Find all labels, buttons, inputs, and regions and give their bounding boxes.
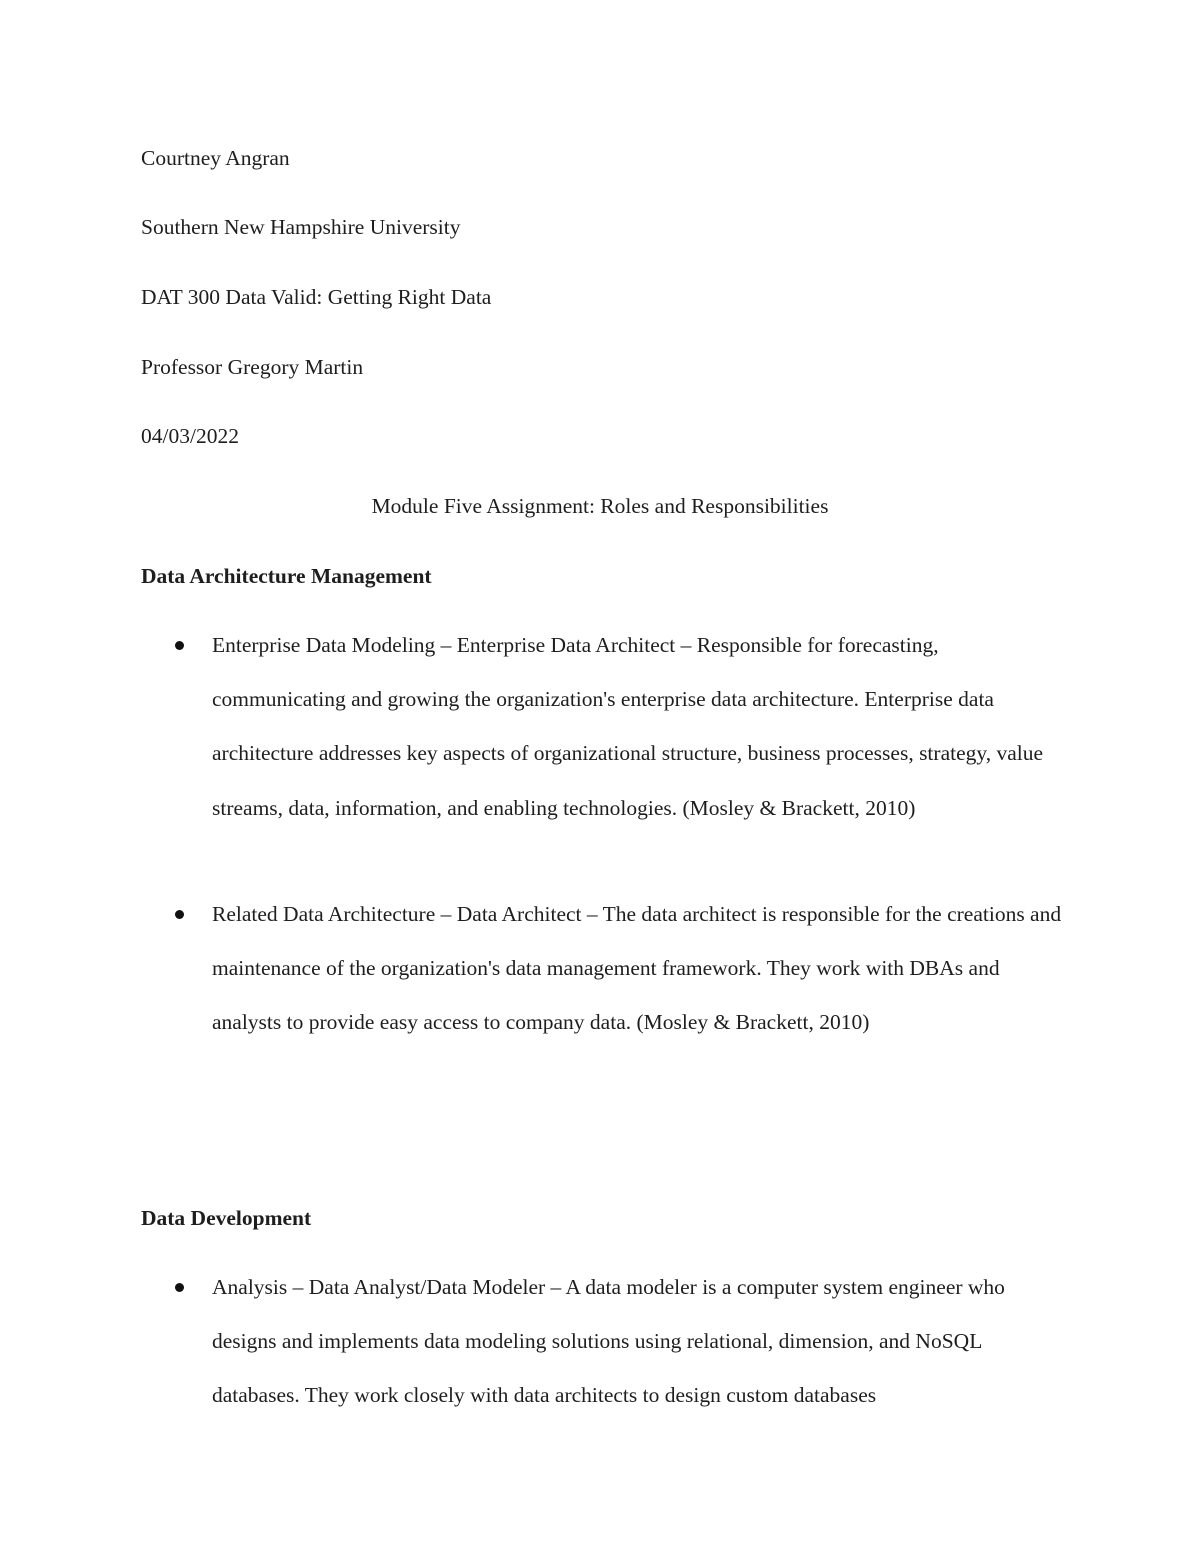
list-item-enterprise-data-modeling: Enterprise Data Modeling – Enterprise Data Architect – Responsible for forecasting, communicating and growing the organization's enterprise data architecture. Enterprise data architecture addresses key aspects of organizational structure, business processes, strategy, value streams, data, information, and enabling technologies. (Mosley & Brackett, 2010) xyxy=(212,633,1044,820)
submission-date: 04/03/2022 xyxy=(141,424,239,448)
section-heading-data-development: Data Development xyxy=(141,1206,312,1230)
institution-name: Southern New Hampshire University xyxy=(141,215,461,239)
author-name: Courtney Angran xyxy=(141,146,290,170)
list-item-related-data-architecture: Related Data Architecture – Data Architect – The data architect is responsible for the creations and maintenance of the organization's data management framework. They work with DBAs and analysts to provide easy access to company data. (Mosley & Brackett, 2010) xyxy=(212,902,1062,1035)
section-heading-data-architecture: Data Architecture Management xyxy=(141,564,432,588)
professor-name: Professor Gregory Martin xyxy=(141,355,364,379)
bullet-icon xyxy=(175,910,184,919)
document-title: Module Five Assignment: Roles and Responsibilities xyxy=(371,494,829,518)
list-item-analysis: Analysis – Data Analyst/Data Modeler – A data modeler is a computer system engineer who designs and implements data modeling solutions using relational, dimension, and NoSQL databases. They work closely with data architects to design custom databases xyxy=(212,1275,1005,1408)
bullet-icon xyxy=(175,641,184,650)
bullet-icon xyxy=(175,1283,184,1292)
course-name: DAT 300 Data Valid: Getting Right Data xyxy=(141,285,492,309)
